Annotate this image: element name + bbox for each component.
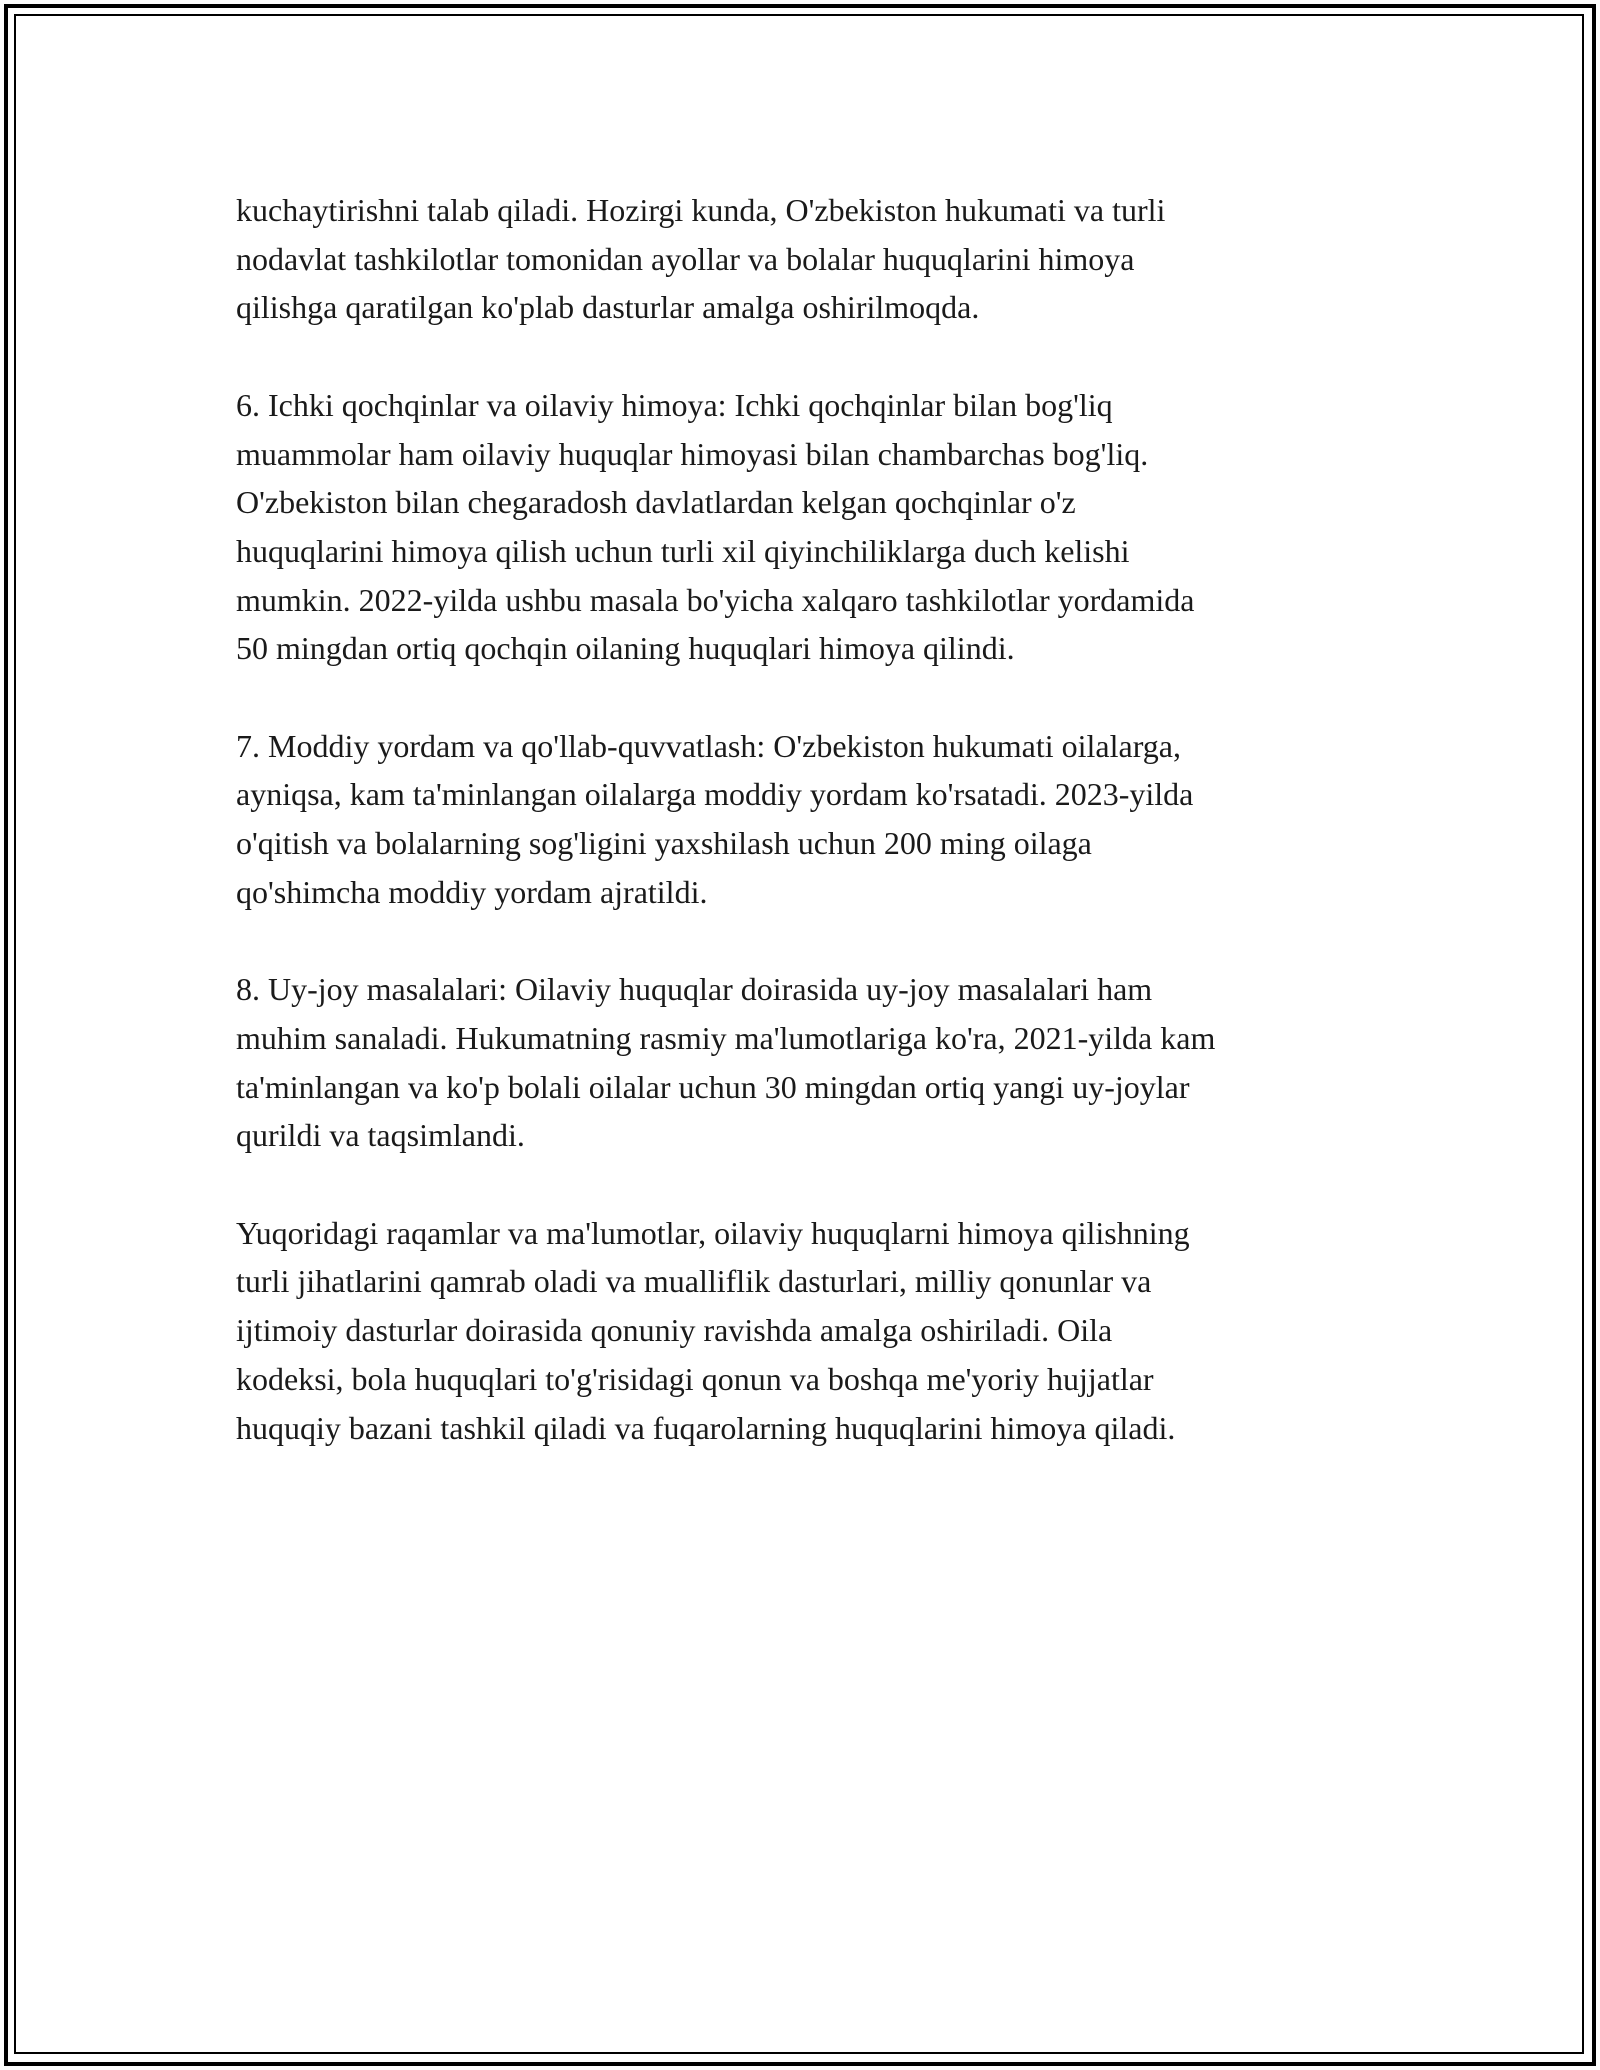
text-line: ta'minlangan va ko'p bolali oilalar uchun 30 mingdan ortiq yangi uy-joylar <box>236 1068 1190 1105</box>
text-line: mumkin. 2022-yilda ushbu masala bo'yicha xalqaro tashkilotlar yordamida <box>236 581 1195 618</box>
text-line: O'zbekiston bilan chegaradosh davlatlardan kelgan qochqinlar o'z <box>236 484 1076 521</box>
text-line: ayniqsa, kam ta'minlangan oilalarga moddiy yordam ko'rsatadi. 2023-yilda <box>236 776 1194 813</box>
text-line: qilishga qaratilgan ko'plab dasturlar amalga oshirilmoqda. <box>236 289 980 326</box>
text-line: 7. Moddiy yordam va qo'llab-quvvatlash: O'zbekiston hukumati oilalarga, <box>236 727 1181 764</box>
paragraph-intro-continuation <box>236 186 1386 332</box>
text-line: muammolar ham oilaviy huquqlar himoyasi bilan chambarchas bog'liq. <box>236 435 1149 472</box>
text-line: turli jihatlarini qamrab oladi va mualliflik dasturlari, milliy qonunlar va <box>236 1263 1152 1300</box>
text-line: 8. Uy-joy masalalari: Oilaviy huquqlar doirasida uy-joy masalalari ham <box>236 971 1153 1008</box>
text-line: Yuqoridagi raqamlar va ma'lumotlar, oilaviy huquqlarni himoya qilishning <box>236 1214 1190 1251</box>
text-line: 50 mingdan ortiq qochqin oilaning huquqlari himoya qilindi. <box>236 630 1015 667</box>
text-line: huquqiy bazani tashkil qiladi va fuqarolarning huquqlarini himoya qiladi. <box>236 1409 1176 1446</box>
text-line: nodavlat tashkilotlar tomonidan ayollar va bolalar huquqlarini himoya <box>236 240 1135 277</box>
text-line: muhim sanaladi. Hukumatning rasmiy ma'lumotlariga ko'ra, 2021-yilda kam <box>236 1019 1216 1056</box>
paragraph-item-8 <box>236 965 1386 1160</box>
text-line: 6. Ichki qochqinlar va oilaviy himoya: Ichki qochqinlar bilan bog'liq <box>236 386 1113 423</box>
paragraph-item-7 <box>236 722 1386 917</box>
text-line: qo'shimcha moddiy yordam ajratildi. <box>236 873 708 910</box>
paragraph-conclusion <box>236 1209 1386 1453</box>
text-line: kuchaytirishni talab qiladi. Hozirgi kunda, O'zbekiston hukumati va turli <box>236 192 1166 228</box>
paragraph-item-6 <box>236 381 1386 673</box>
text-line: qurildi va taqsimlandi. <box>236 1117 525 1154</box>
text-line: o'qitish va bolalarning sog'ligini yaxshilash uchun 200 ming oilaga <box>236 825 1092 862</box>
text-line: ijtimoiy dasturlar doirasida qonuniy ravishda amalga oshiriladi. Oila <box>236 1312 1113 1349</box>
document-body <box>236 186 1386 1452</box>
text-line: kodeksi, bola huquqlari to'g'risidagi qonun va boshqa me'yoriy hujjatlar <box>236 1360 1154 1397</box>
text-line: huquqlarini himoya qilish uchun turli xil qiyinchiliklarga duch kelishi <box>236 532 1130 569</box>
